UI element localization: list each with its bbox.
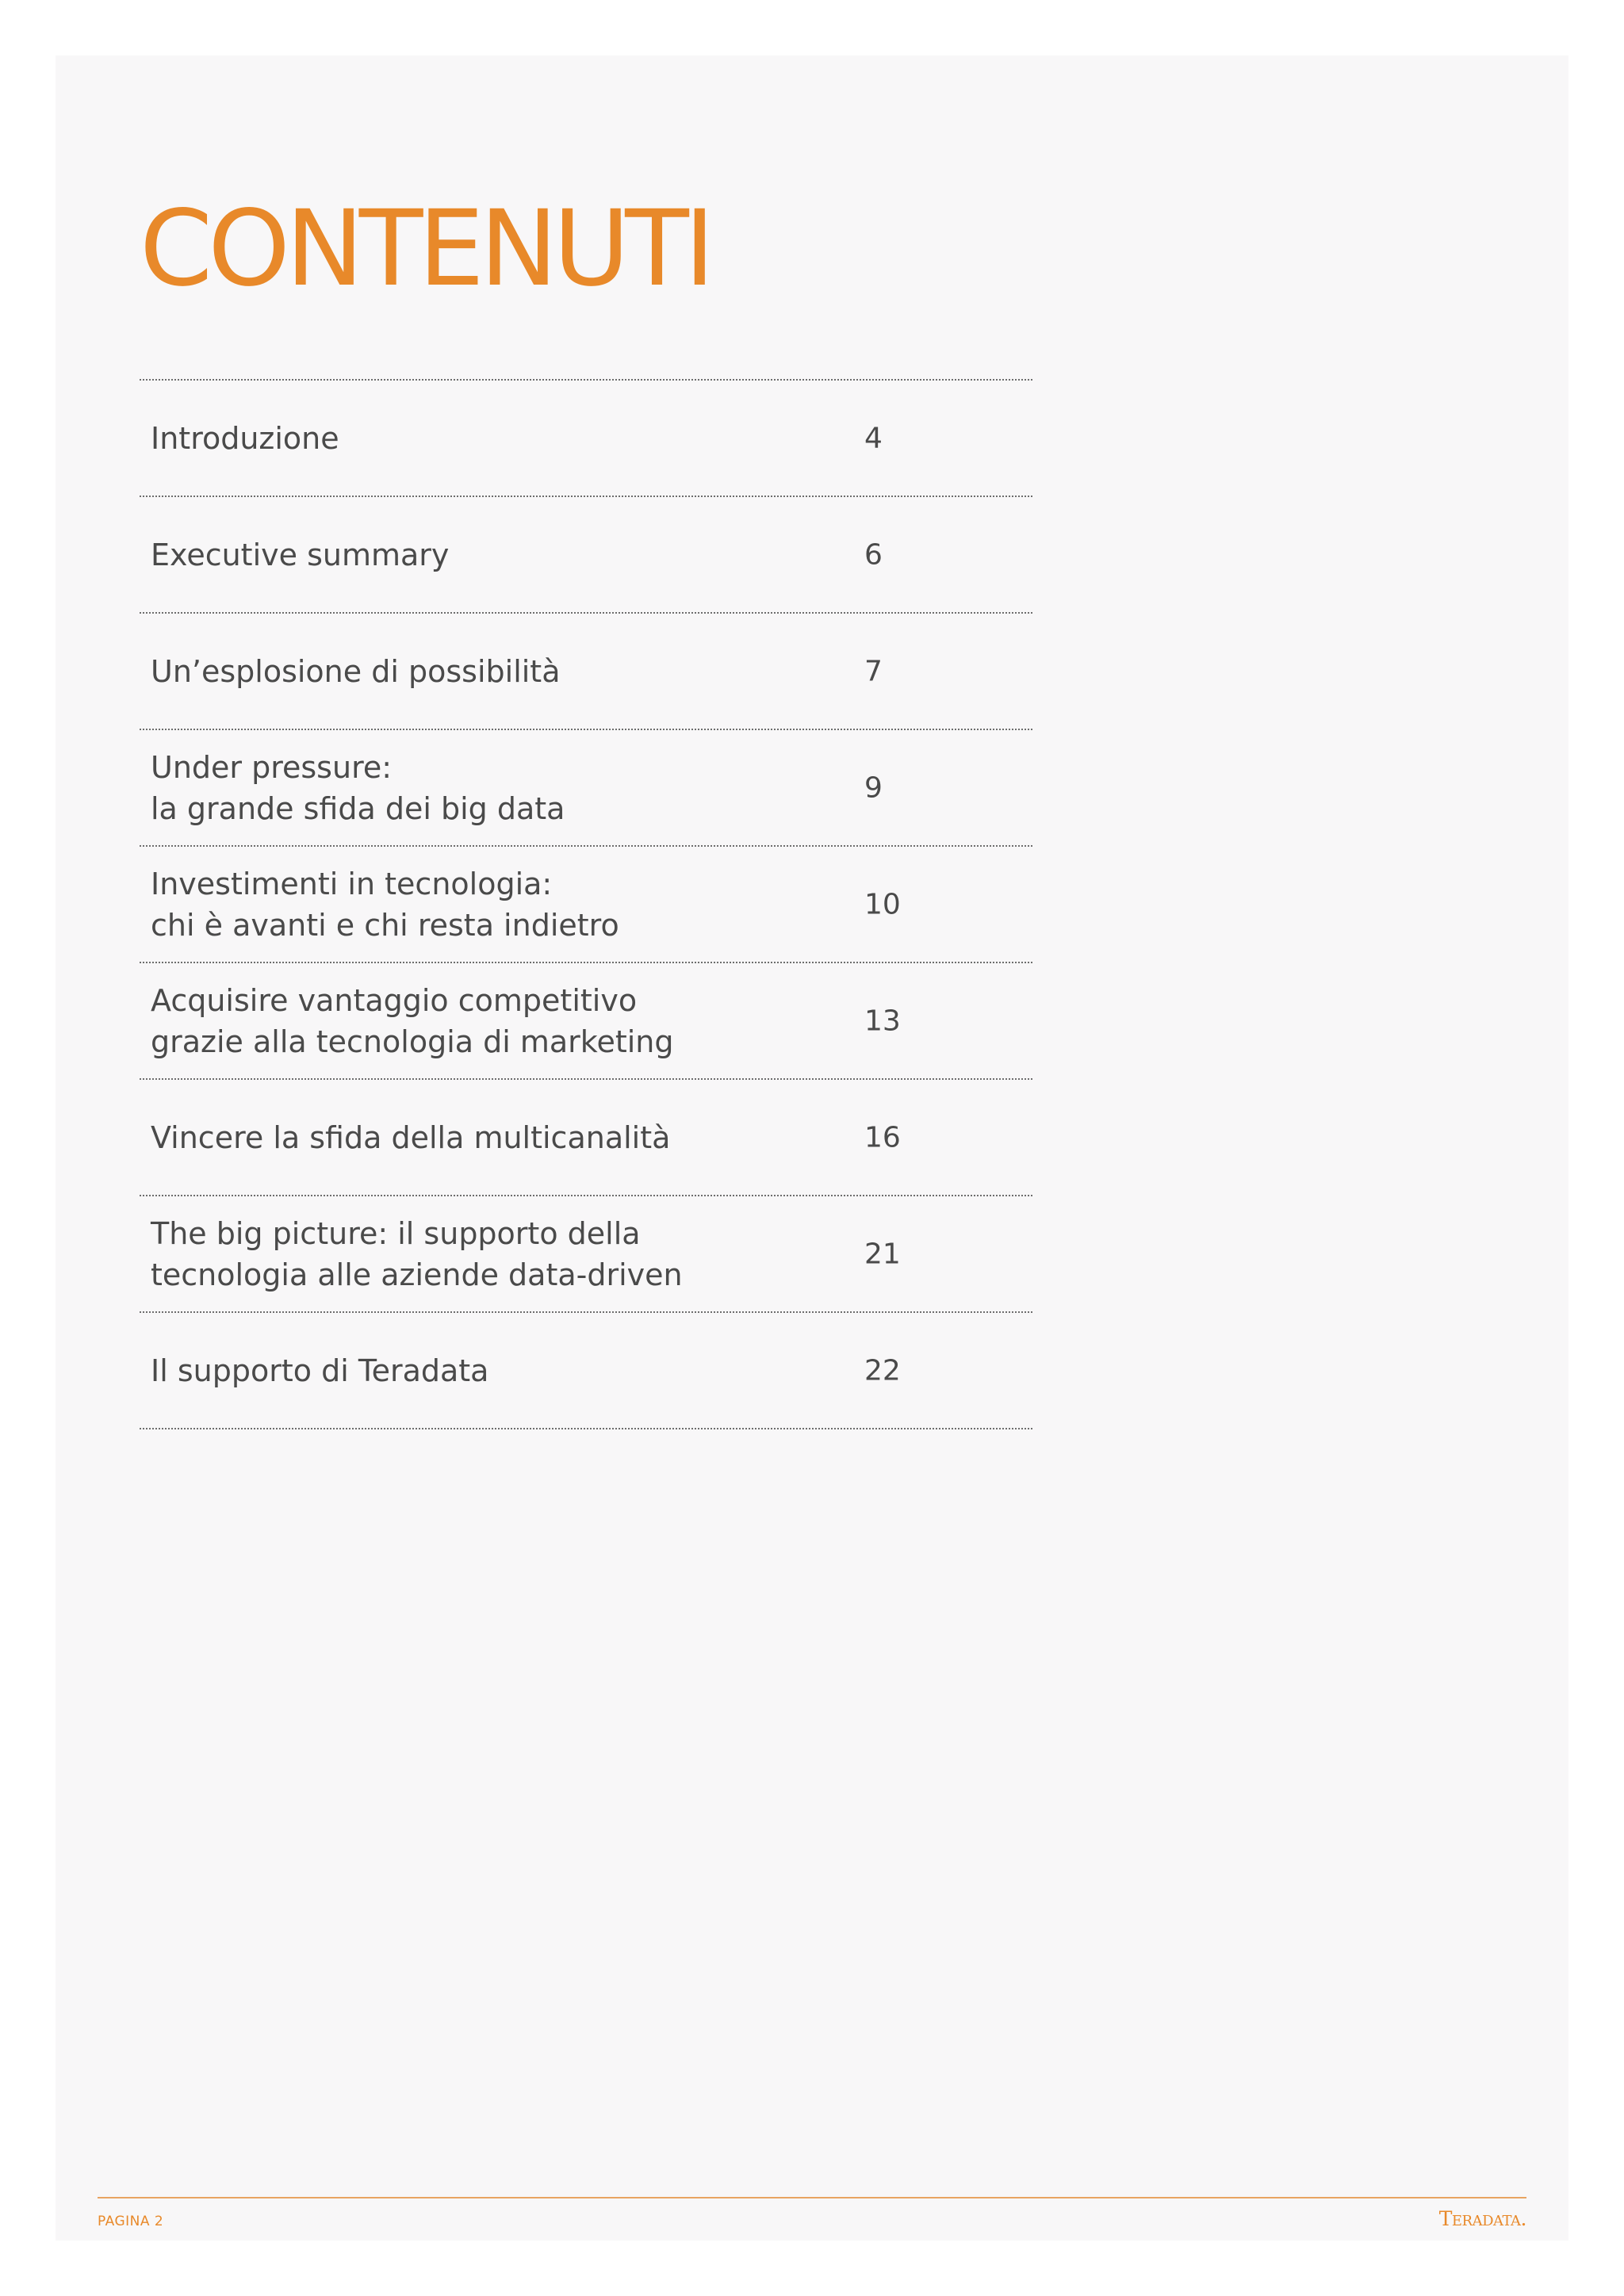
toc-item-page: 7 <box>864 655 883 687</box>
toc-item[interactable] <box>140 963 1032 1080</box>
toc-item-page: 16 <box>864 1121 901 1154</box>
page-title: CONTENUTI <box>140 188 710 310</box>
toc-item-label: Il supporto di Teradata <box>151 1353 489 1388</box>
toc-item-page: 10 <box>864 888 901 920</box>
footer-divider <box>98 2197 1526 2198</box>
footer-page-number: PAGINA 2 <box>98 2214 164 2229</box>
document-page <box>56 55 1568 2241</box>
toc-item-page: 13 <box>864 1004 901 1037</box>
toc-item-label: Un’esplosione di possibilità <box>151 653 561 689</box>
table-of-contents <box>140 379 1032 1429</box>
toc-item[interactable] <box>140 730 1032 847</box>
toc-item-page: 21 <box>864 1238 901 1270</box>
toc-item[interactable] <box>140 497 1032 614</box>
toc-item-label: Executive summary <box>151 537 450 572</box>
toc-item[interactable] <box>140 847 1032 963</box>
toc-item-page: 22 <box>864 1354 901 1387</box>
toc-item-page: 9 <box>864 771 883 804</box>
brand-logo: Teradata. <box>1438 2207 1526 2230</box>
toc-item-label: Investimenti in tecnologia: chi è avanti e chi resta indietro <box>151 866 619 943</box>
toc-item-label: Introduzione <box>151 420 339 456</box>
toc-item[interactable] <box>140 381 1032 497</box>
toc-item[interactable] <box>140 1080 1032 1196</box>
toc-item[interactable] <box>140 614 1032 730</box>
toc-item[interactable] <box>140 1196 1032 1313</box>
toc-item[interactable] <box>140 1313 1032 1429</box>
toc-item-label: Vincere la sfida della multicanalità <box>151 1119 671 1155</box>
toc-item-page: 6 <box>864 538 883 571</box>
toc-item-page: 4 <box>864 422 883 454</box>
toc-item-label: Under pressure: la grande sfida dei big data <box>151 749 565 826</box>
toc-item-label: Acquisire vantaggio competitivo grazie alla tecnologia di marketing <box>151 982 674 1059</box>
toc-item-label: The big picture: il supporto della tecnologia alle aziende data-driven <box>151 1215 683 1292</box>
